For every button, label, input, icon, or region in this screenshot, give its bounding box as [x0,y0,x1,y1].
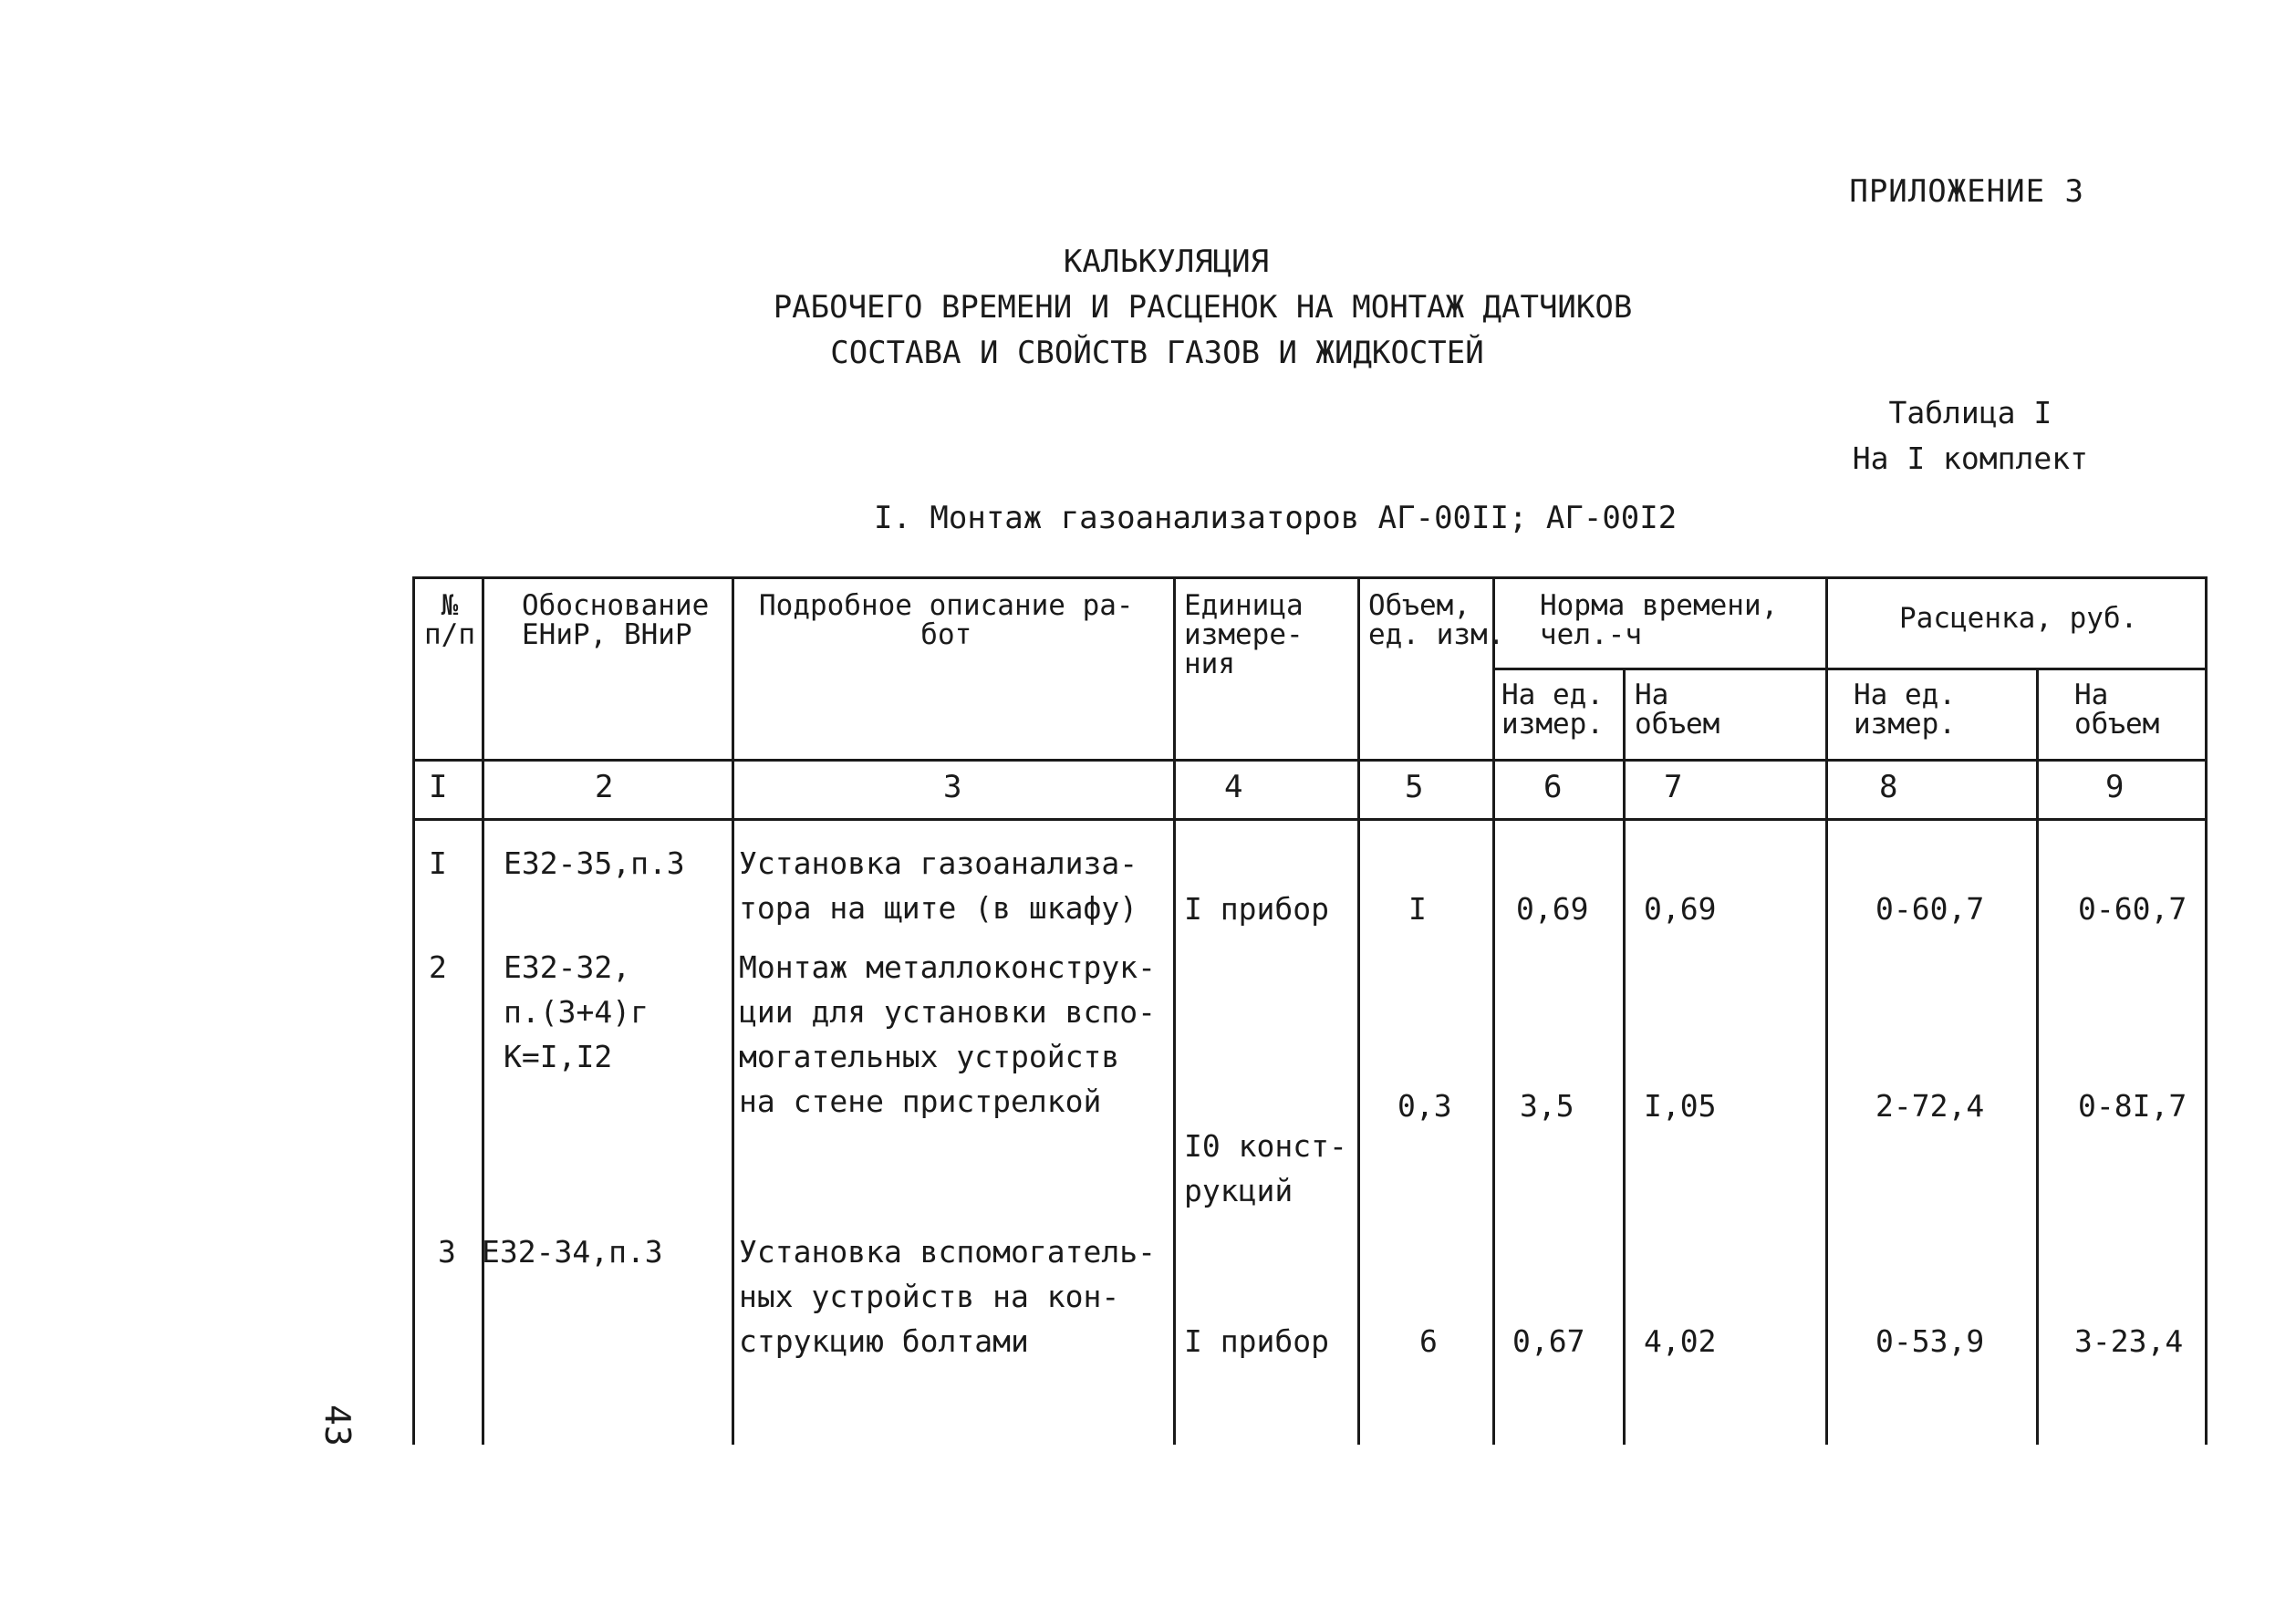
row-3-unit: I прибор [1184,1323,1329,1359]
table-left-border [412,576,415,1445]
row-1-price-volume: 0-60,7 [2078,891,2187,927]
column-number-9: 9 [2105,769,2125,805]
document-title [0,239,2296,376]
col-divider-3 [1173,576,1176,1445]
row-1-description: Установка газоанализа- тора на щите (в шкафу) [739,845,1138,926]
row-2-price-volume: 0-8I,7 [2078,1088,2187,1124]
section-title: I. Монтаж газоанализаторов АГ-00II; АГ-00I2 [874,500,1678,536]
header-price-per-unit: На ед. измер. [1854,679,1956,741]
row-1-basis: Е32-35,п.3 [504,845,685,881]
row-2-number: 2 [429,949,447,985]
row-3-basis: Е32-34,п.3 [482,1234,663,1270]
header-price: Расценка, руб. [1899,602,2138,635]
header-group-divider [1492,668,2208,670]
side-page-number: 43 [317,1405,358,1446]
col-divider-4 [1357,576,1360,1445]
header-number: № п/п [424,589,475,651]
row-2-volume: 0,3 [1397,1088,1452,1124]
header-price-per-volume: На объем [2074,679,2160,741]
row-3-price-volume: 3-23,4 [2074,1323,2184,1359]
row-1-time-unit: 0,69 [1516,891,1589,927]
column-number-8: 8 [1879,769,1898,805]
col-divider-1 [482,576,484,1445]
header-unit: Единица измере- ния [1184,589,1304,680]
column-number-4: 4 [1224,769,1243,805]
row-1-time-volume: 0,69 [1644,891,1717,927]
table-right-border [2205,576,2208,1445]
header-time-norm: Норма времени, чел.-ч [1540,589,1779,651]
header-time-per-unit: На ед. измер. [1501,679,1604,741]
per-unit-label: На I комплект [1852,441,2088,476]
row-2-price-unit: 2-72,4 [1875,1088,1985,1124]
title-line-2: РАБОЧЕГО ВРЕМЕНИ И РАСЦЕНОК НА МОНТАЖ ДАТЧИКОВ [773,289,1633,326]
row-2-basis: Е32-32, п.(3+4)г К=I,I2 [504,949,649,1074]
title-line-3: СОСТАВА И СВОЙСТВ ГАЗОВ И ЖИДКОСТЕЙ [830,335,1484,371]
column-number-2: 2 [595,769,614,805]
calculation-table [412,576,2208,1445]
col-divider-5 [1492,576,1495,1445]
header-basis: Обоснование ЕНиР, ВНиР [522,589,710,651]
column-number-3: 3 [943,769,962,805]
table-label: Таблица I [1888,395,2052,430]
title-line-1: КАЛЬКУЛЯЦИЯ [1063,244,1270,280]
header-volume: Объем, ед. изм. [1368,589,1505,651]
row-3-number: 3 [438,1234,456,1270]
header-bottom-border [412,759,2208,762]
row-2-time-volume: I,05 [1644,1088,1717,1124]
row-1-number: I [429,845,447,881]
header-time-per-volume: На объем [1635,679,1720,741]
row-3-price-unit: 0-53,9 [1875,1323,1985,1359]
col-divider-6 [1623,668,1626,1445]
header-description: Подробное описание ра- бот [759,589,1134,651]
appendix-label: ПРИЛОЖЕНИЕ 3 [1849,173,2084,210]
row-1-unit: I прибор [1184,891,1329,927]
column-number-7: 7 [1664,769,1683,805]
row-2-unit: I0 конст- рукций [1184,1128,1347,1208]
row-3-volume: 6 [1419,1323,1438,1359]
table-caption [1853,390,2088,482]
table-top-border [412,576,2208,579]
column-number-6: 6 [1543,769,1563,805]
row-3-time-unit: 0,67 [1512,1323,1585,1359]
col-divider-7 [1825,576,1828,1445]
row-3-time-volume: 4,02 [1644,1323,1717,1359]
col-divider-8 [2036,668,2039,1445]
column-number-1: I [429,769,448,805]
row-2-description: Монтаж металлоконструк- ции для установки вспо- могательных устройств на стене пристрелкой [739,949,1156,1119]
row-2-time-unit: 3,5 [1520,1088,1574,1124]
row-3-description: Установка вспомогатель- ных устройств на кон- струкцию болтами [739,1234,1156,1359]
column-number-5: 5 [1405,769,1424,805]
col-divider-2 [732,576,734,1445]
row-1-price-unit: 0-60,7 [1875,891,1985,927]
column-numbers-bottom-border [412,818,2208,821]
row-1-volume: I [1408,891,1427,927]
